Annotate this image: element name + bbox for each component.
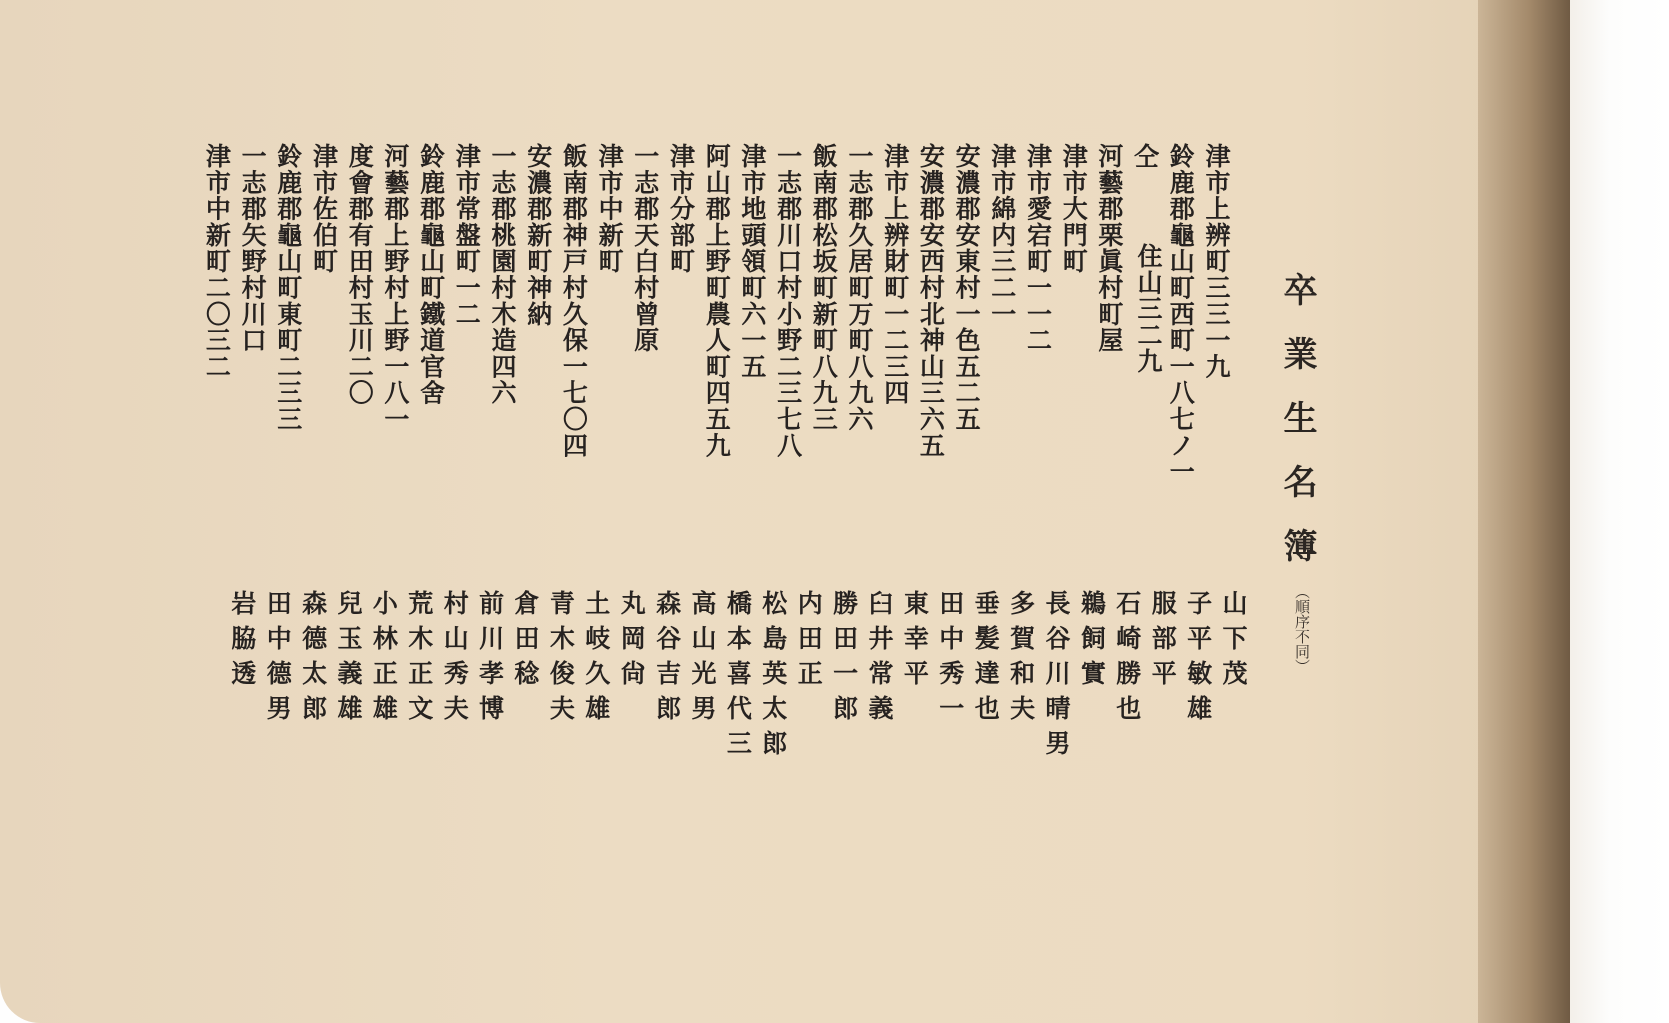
address-entry: 仝 <box>1130 143 1160 170</box>
address-entry: 鈴鹿郡龜山町東町二三三 <box>273 143 303 433</box>
address-entry: 津市中新町二〇三二 <box>202 143 232 380</box>
name-entry: 垂髪達也 <box>971 590 1001 730</box>
address-entry: 安濃郡新町神納 <box>523 143 553 328</box>
name-entry: 松島英太郎 <box>758 590 788 765</box>
name-entry: 森谷吉郎 <box>652 590 682 730</box>
name-entry: 高山光男 <box>688 590 717 730</box>
address-entry: 津市分部町 <box>666 143 696 275</box>
name-entry: 橋本喜代三 <box>723 590 753 765</box>
address-entry: 一志郡矢野村川口 <box>238 143 268 354</box>
name-entry: 岩脇透 <box>227 590 257 695</box>
name-entry: 内田正 <box>794 590 824 695</box>
address-entry: 河藝郡栗眞村町屋 <box>1094 143 1124 354</box>
address-entry: 河藝郡上野村上野一八一 <box>380 143 410 433</box>
address-entry: 津市綿内三二一 <box>987 143 1017 328</box>
address-entry: 津市常盤町一二 <box>452 143 482 328</box>
name-entry: 森德太郎 <box>298 590 328 730</box>
document-title: 卒業生名簿 <box>1277 272 1317 592</box>
order-note: （順序不同） <box>1293 584 1311 674</box>
address-entry: 津市大門町 <box>1059 143 1089 275</box>
name-entry: 土岐久雄 <box>581 590 611 730</box>
address-entry: 鈴鹿郡龜山町西町一八七ノ一 <box>1166 143 1196 485</box>
address-entry: 鈴鹿郡龜山町鐵道官舍 <box>416 143 446 406</box>
name-entry: 小林正雄 <box>369 590 399 730</box>
name-entry: 山下茂 <box>1219 590 1248 695</box>
address-entry: 阿山郡上野町農人町四五九 <box>702 143 732 459</box>
name-entry: 長谷川晴男 <box>1042 590 1071 765</box>
name-entry: 村山秀夫 <box>440 590 470 730</box>
address-entry: 安濃郡安東村一色五二五 <box>952 143 982 433</box>
name-entry: 青木俊夫 <box>546 590 576 730</box>
address-entry: 安濃郡安西村北神山三六五 <box>916 143 946 459</box>
address-continuation: 住山三二九 <box>1134 243 1163 375</box>
name-entry: 兒玉義雄 <box>334 590 363 730</box>
address-entry: 津市地頭領町六一五 <box>737 143 767 380</box>
address-entry: 津市愛宕町一一二 <box>1023 143 1053 354</box>
address-entry: 一志郡川口村小野二三七八 <box>773 143 803 459</box>
name-entry: 臼井常義 <box>865 590 894 730</box>
address-entry: 度會郡有田村玉川二〇 <box>345 143 375 406</box>
address-entry: 一志郡桃園村木造四六 <box>488 143 517 406</box>
name-entry: 多賀和夫 <box>1006 590 1036 730</box>
scan-margin <box>1570 0 1669 1023</box>
name-entry: 倉田稔 <box>511 590 540 695</box>
name-entry: 田中秀一 <box>935 590 965 730</box>
address-entry: 津市中新町 <box>595 143 625 275</box>
name-entry: 服部平 <box>1148 590 1178 695</box>
name-entry: 石崎勝也 <box>1112 590 1142 730</box>
address-entry: 一志郡天白村曾原 <box>630 143 660 354</box>
address-entry: 一志郡久居町万町八九六 <box>845 143 874 433</box>
name-entry: 丸岡尙 <box>617 590 647 695</box>
name-entry: 勝田一郎 <box>829 590 859 730</box>
name-entry: 鵜飼實 <box>1077 590 1107 695</box>
address-entry: 津市上辨町三三一九 <box>1202 143 1231 380</box>
name-entry: 前川孝博 <box>475 590 505 730</box>
book-binding <box>1478 0 1570 1023</box>
address-entry: 津市佐伯町 <box>309 143 339 275</box>
name-entry: 子平敏雄 <box>1183 590 1213 730</box>
address-entry: 津市上辨財町一二三四 <box>880 143 910 406</box>
address-entry: 飯南郡神戸村久保一七〇四 <box>559 143 589 459</box>
name-entry: 田中德男 <box>263 590 293 730</box>
address-entry: 飯南郡松坂町新町八九三 <box>809 143 839 433</box>
name-entry: 荒木正文 <box>404 590 434 730</box>
name-entry: 東幸平 <box>900 590 930 695</box>
